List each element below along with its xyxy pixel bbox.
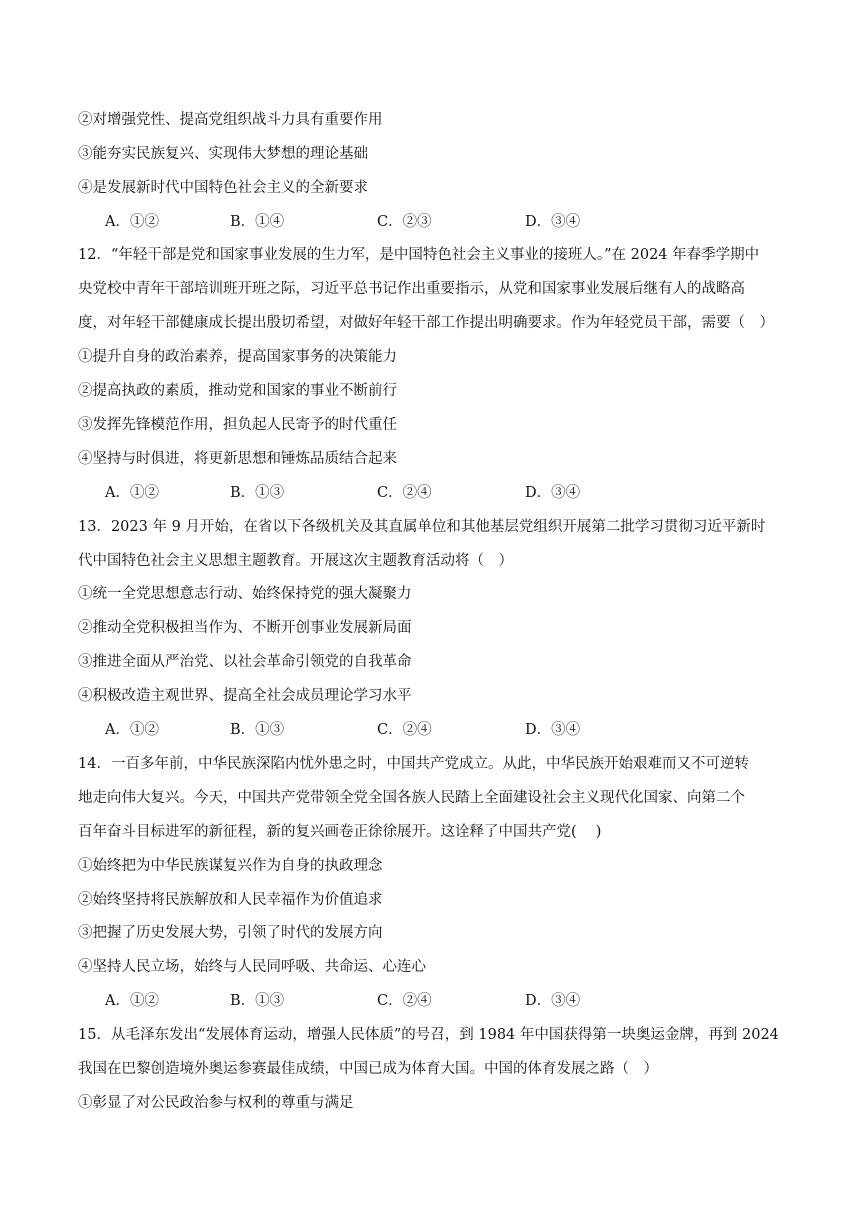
q13-option-d: D．③④	[525, 722, 581, 738]
q13-stem-line-1: 13．2023 年 9 月开始，在省以下各级机关及其直属单位和其他基层党组织开展第二批学习贯彻习近平新时	[78, 519, 766, 535]
q14-option-c: C．②④	[377, 993, 432, 1009]
q13-stem-line-2: 代中国特色社会主义思想主题教育。开展这次主题教育活动将（ ）	[78, 553, 513, 569]
q12-item-2: ②提高执政的素质，推动党和国家的事业不断前行	[78, 383, 397, 399]
q14-item-2: ②始终坚持将民族解放和人民幸福作为价值追求	[78, 892, 383, 908]
q12-item-3: ③发挥先锋模范作用，担负起人民寄予的时代重任	[78, 417, 397, 433]
q11-item-4: ④是发展新时代中国特色社会主义的全新要求	[78, 180, 368, 196]
q14-item-1: ①始终把为中华民族谋复兴作为自身的执政理念	[78, 858, 383, 874]
q14-stem-line-1: 14．一百多年前，中华民族深陷内忧外患之时，中国共产党成立。从此，中华民族开始艰难而又不可逆转	[78, 756, 749, 772]
q12-stem-line-2: 央党校中青年干部培训班开班之际，习近平总书记作出重要指示，从党和国家事业发展后继有人的战略高	[78, 281, 745, 297]
q13-item-4: ④积极改造主观世界、提高全社会成员理论学习水平	[78, 688, 412, 704]
q13-item-2: ②推动全党积极担当作为、不断开创事业发展新局面	[78, 620, 412, 636]
q11-item-2: ②对增强党性、提高党组织战斗力具有重要作用	[78, 112, 383, 128]
q12-option-d: D．③④	[525, 485, 581, 501]
q11-option-c: C．②③	[377, 214, 432, 230]
q11-item-3: ③能夯实民族复兴、实现伟大梦想的理论基础	[78, 146, 368, 162]
q11-option-d: D．③④	[525, 214, 581, 230]
q13-option-b: B．①③	[230, 722, 285, 738]
q12-option-c: C．②④	[377, 485, 432, 501]
q14-option-a: A．①②	[105, 993, 159, 1009]
q12-stem-line-3: 度，对年轻干部健康成长提出殷切希望，对做好年轻干部工作提出明确要求。作为年轻党员干部，需要（ ）	[78, 315, 774, 331]
q11-option-a: A．①②	[105, 214, 159, 230]
q12-item-1: ①提升自身的政治素养，提高国家事务的决策能力	[78, 349, 397, 365]
q15-stem-line-2: 我国在巴黎创造境外奥运参赛最佳成绩，中国已成为体育大国。中国的体育发展之路（ ）	[78, 1061, 658, 1077]
q12-stem-line-1: 12．“年轻干部是党和国家事业发展的生力军，是中国特色社会主义事业的接班人。”在 2024 年春季学期中	[78, 247, 760, 263]
q14-stem-line-3: 百年奋斗目标进军的新征程，新的复兴画卷正徐徐展开。这诠释了中国共产党( )	[78, 824, 602, 840]
q13-option-c: C．②④	[377, 722, 432, 738]
q12-option-a: A．①②	[105, 485, 159, 501]
q14-option-d: D．③④	[525, 993, 581, 1009]
q13-item-1: ①统一全党思想意志行动、始终保持党的强大凝聚力	[78, 586, 412, 602]
q14-item-4: ④坚持人民立场，始终与人民同呼吸、共命运、心连心	[78, 959, 426, 975]
q15-stem-line-1: 15．从毛泽东发出“发展体育运动，增强人民体质”的号召，到 1984 年中国获得第一块奥运金牌，再到 2024	[78, 1027, 779, 1043]
q14-option-b: B．①③	[230, 993, 285, 1009]
q14-stem-line-2: 地走向伟大复兴。今天，中国共产党带领全党全国各族人民踏上全面建设社会主义现代化国家、向第二个	[78, 790, 745, 806]
q15-item-1: ①彰显了对公民政治参与权利的尊重与满足	[78, 1095, 354, 1111]
q12-item-4: ④坚持与时俱进，将更新思想和锤炼品质结合起来	[78, 451, 397, 467]
q13-option-a: A．①②	[105, 722, 159, 738]
q11-option-b: B．①④	[230, 214, 285, 230]
q13-item-3: ③推进全面从严治党、以社会革命引领党的自我革命	[78, 654, 412, 670]
q14-item-3: ③把握了历史发展大势，引领了时代的发展方向	[78, 925, 383, 941]
q12-option-b: B．①③	[230, 485, 285, 501]
